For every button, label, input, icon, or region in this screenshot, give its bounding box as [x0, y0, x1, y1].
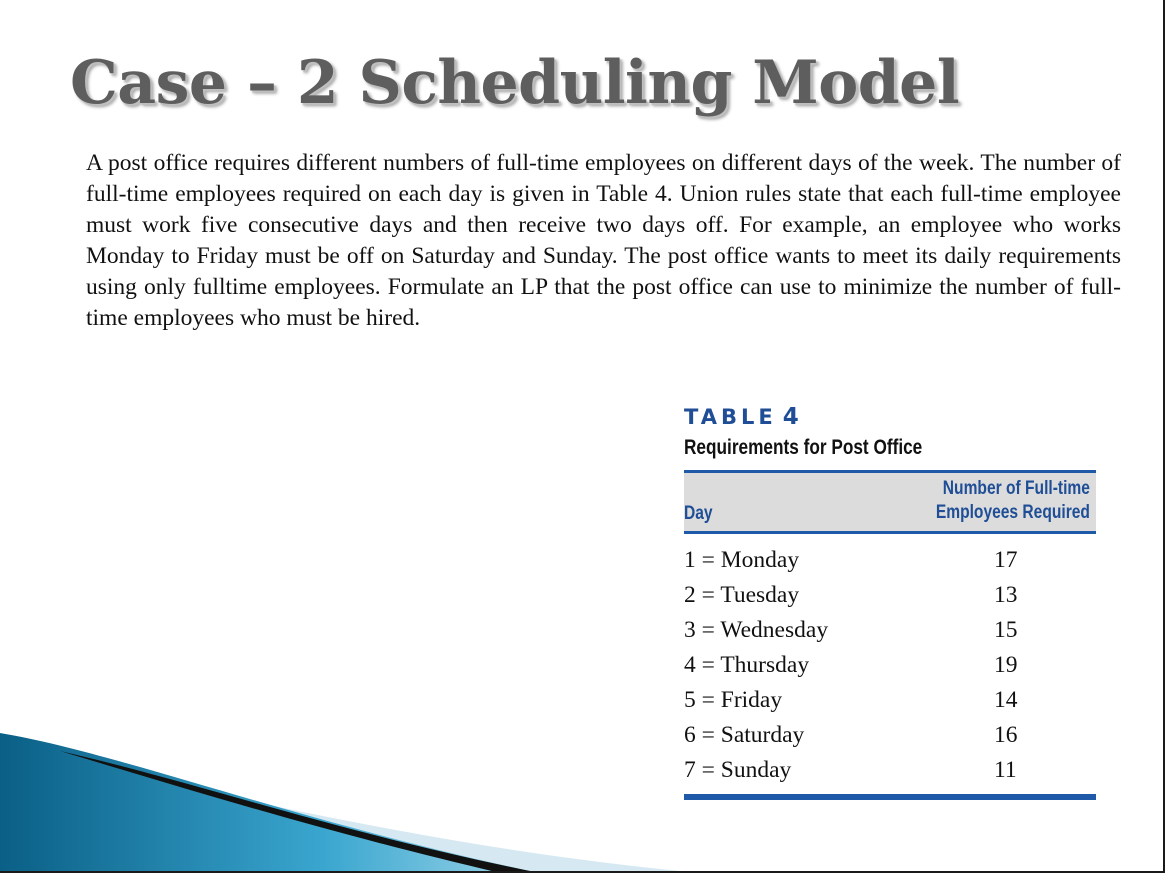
problem-statement: A post office requires different numbers of full-time employees on different days of the week. The number of full-time employees required on each day is given in Table 4. Union rules state that each full-time employee must work five consecutive days and then receive two days off. For example, an employee who works Monday to Friday must be off on Saturday and Sunday. The post office wants to meet its daily requirements using only fulltime employees. Formulate an LP that the post office can use to minimize the number of full-time employees who must be hired.: [86, 150, 1121, 331]
day-cell: 7 = Sunday: [684, 757, 792, 783]
requirements-table: [684, 404, 1096, 800]
table-row: [684, 754, 1096, 789]
table-bottom-rule: [684, 794, 1096, 800]
day-cell: 1 = Monday: [684, 547, 800, 573]
table-label-word: TABLE: [684, 405, 777, 429]
required-cell: 11: [994, 757, 1017, 783]
required-cell: 19: [994, 652, 1018, 678]
day-cell: 4 = Thursday: [684, 652, 810, 678]
table-row: [684, 684, 1096, 719]
table-body: [684, 544, 1096, 789]
table-row: [684, 579, 1096, 614]
table-label: [684, 404, 1096, 430]
column-header-required: [936, 477, 1090, 525]
table-caption: Requirements for Post Office: [684, 436, 923, 459]
column-header-day: Day: [684, 503, 713, 524]
slide-title: Case – 2 Scheduling Model: [70, 48, 960, 118]
decorative-swoosh: [0, 693, 700, 873]
required-cell: 14: [994, 687, 1018, 713]
required-cell: 13: [994, 582, 1018, 608]
day-cell: 3 = Wednesday: [684, 617, 829, 643]
table-row: [684, 649, 1096, 684]
required-cell: 16: [994, 722, 1018, 748]
column-header-required-line2: Employees Required: [935, 502, 1090, 523]
day-cell: 5 = Friday: [684, 687, 783, 713]
column-header-required-line1: Number of Full-time: [942, 478, 1090, 499]
day-cell: 2 = Tuesday: [684, 582, 800, 608]
table-row: [684, 544, 1096, 579]
required-cell: 15: [994, 617, 1018, 643]
required-cell: 17: [994, 547, 1018, 573]
table-row: [684, 719, 1096, 754]
table-row: [684, 614, 1096, 649]
day-cell: 6 = Saturday: [684, 722, 805, 748]
table-label-number: 4: [782, 404, 799, 430]
table-header: [684, 470, 1096, 534]
